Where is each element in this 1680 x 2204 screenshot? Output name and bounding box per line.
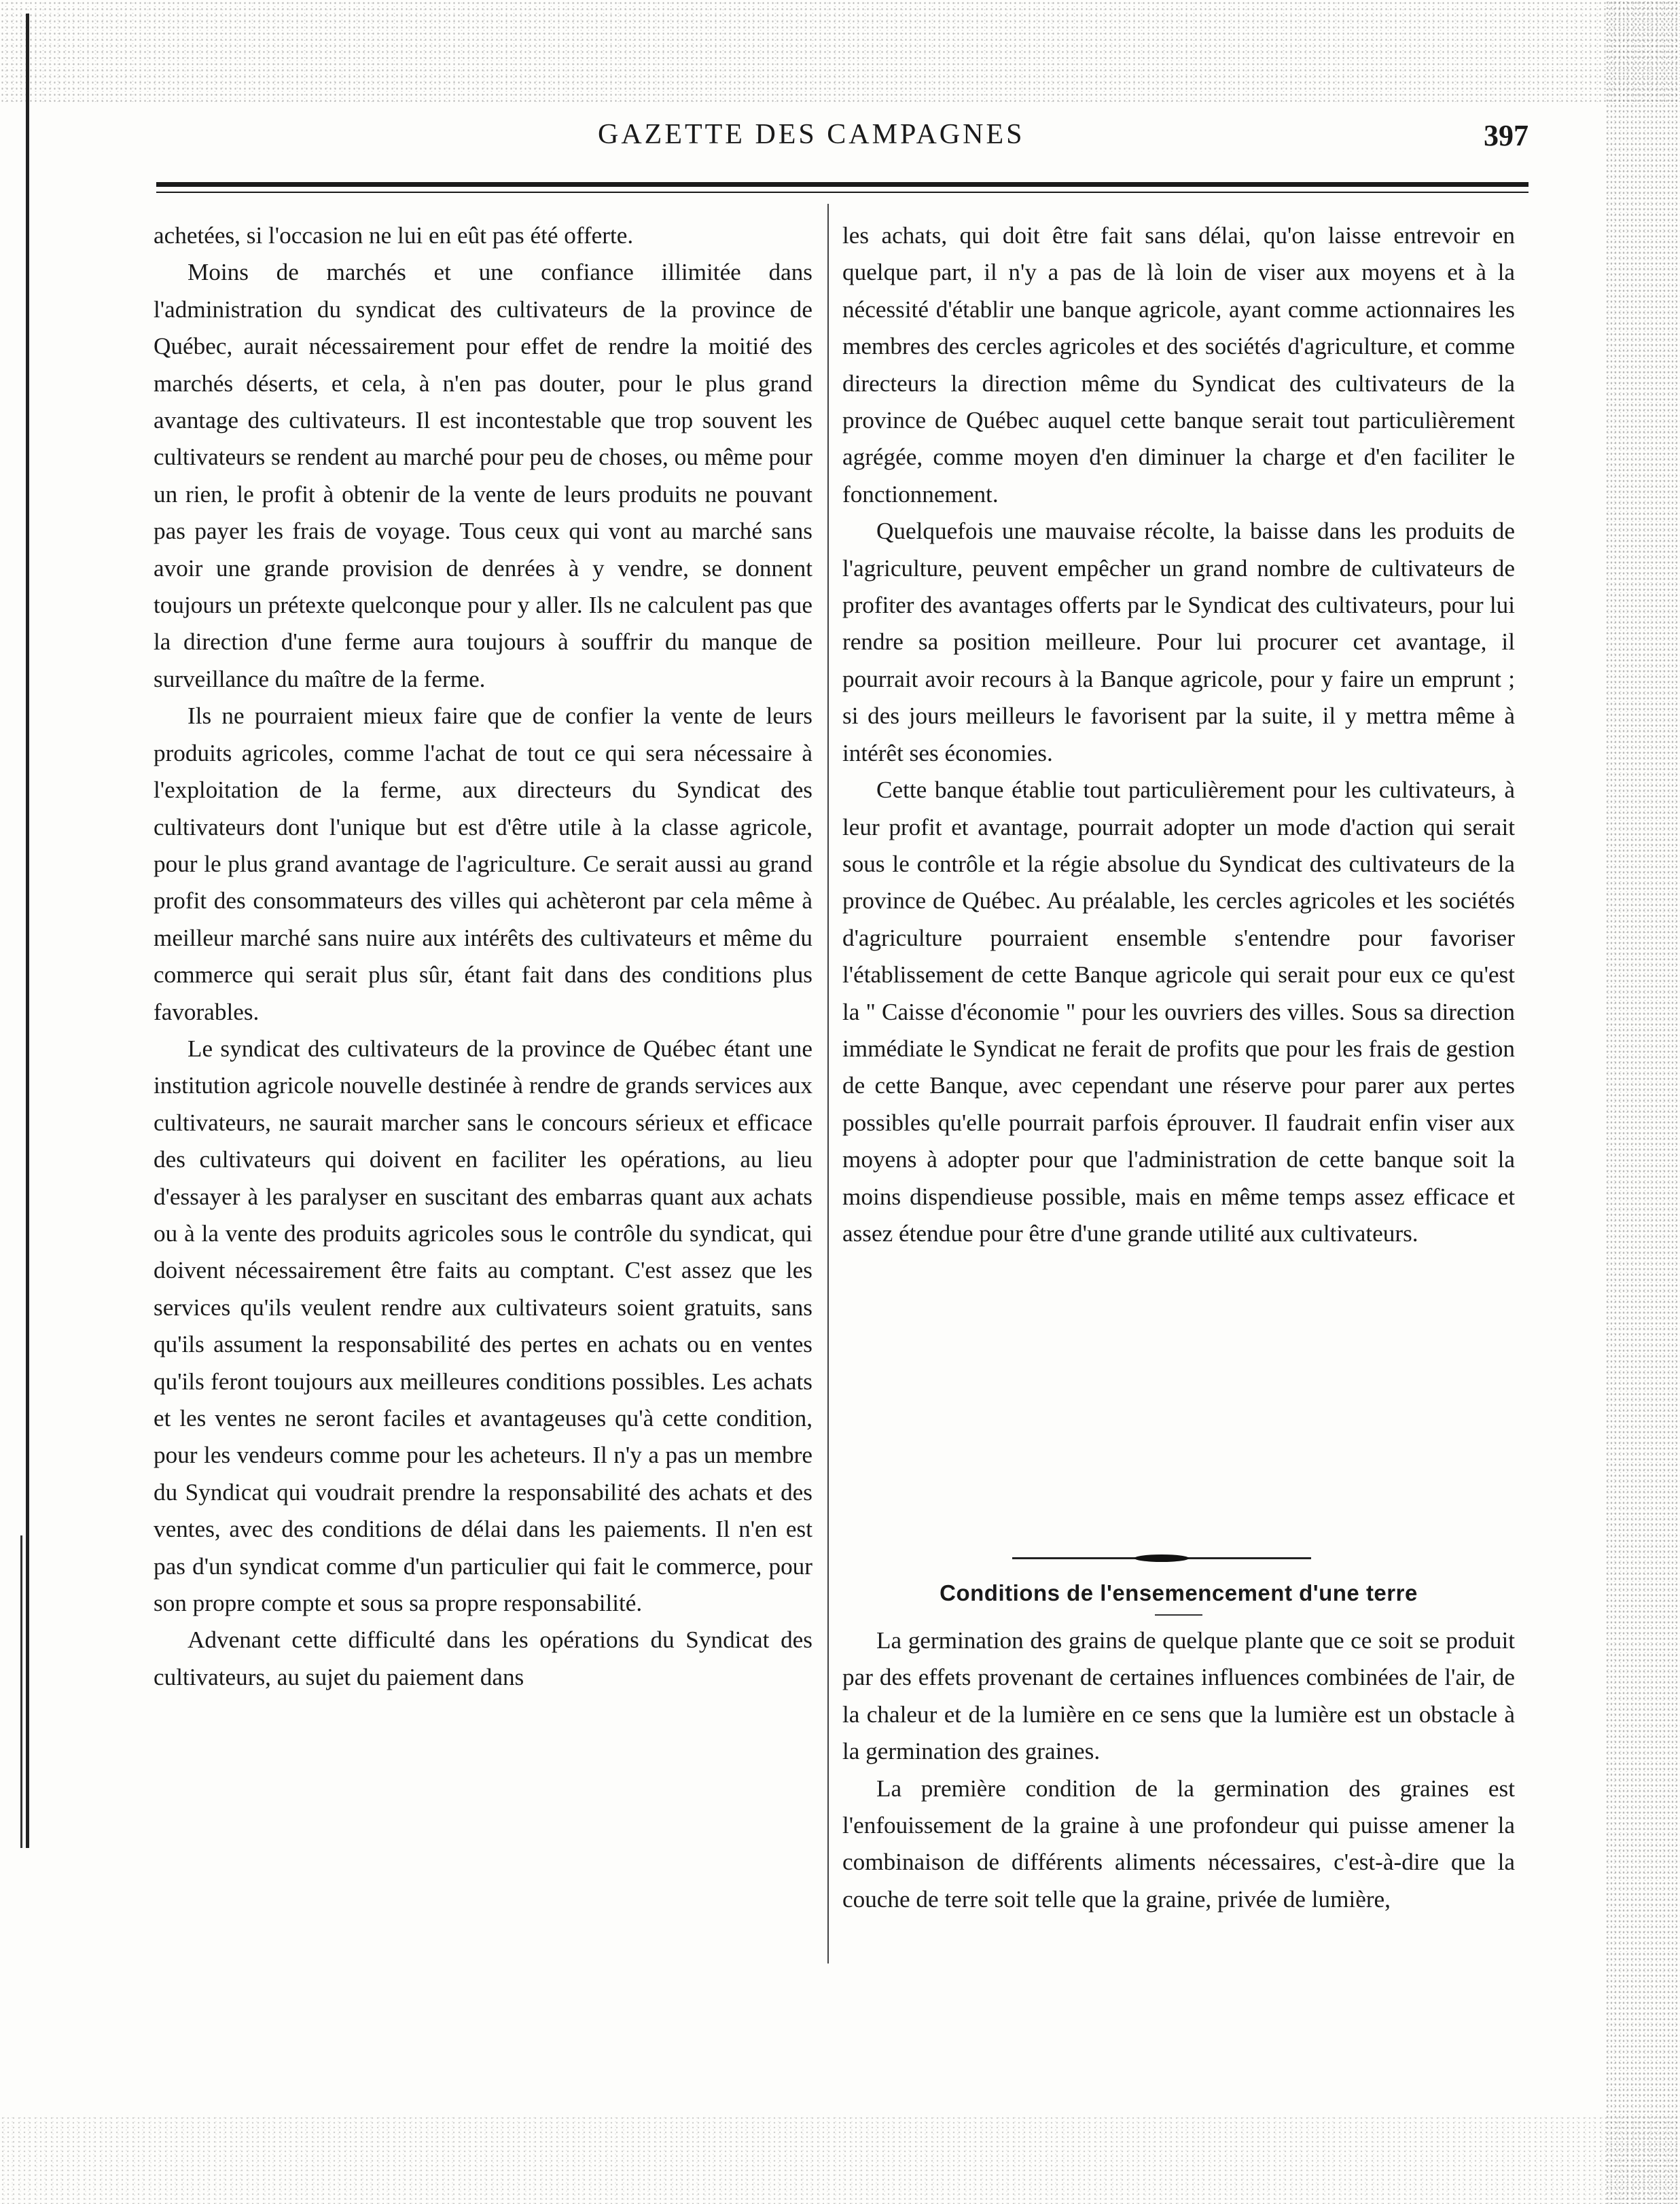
- scan-noise-right: [1605, 0, 1680, 2204]
- header-rule-thick: [156, 182, 1529, 187]
- paragraph: Le syndicat des cultivateurs de la province de Québec étant une institution agricole nouvelle destinée à rendre de grands services aux cultivateurs, ne saurait marcher sans le concours sérieux et efficace des cultivateurs qui doivent en faciliter les opérations, au lieu d'essayer à les paralyser en suscitant des embarras quant aux achats ou à la vente des produits agricoles sous le contrôle du syndicat, qui doivent nécessairement être faits au comptant. C'est assez que les services qu'ils veulent rendre aux cultivateurs soient gratuits, sans qu'ils assument la responsabilité des pertes en achats ou en ventes qu'ils feront toujours aux meilleures conditions possibles. Les achats et les ventes ne seront faciles et avantageuses qu'à cette condition, pour les vendeurs comme pour les acheteurs. Il n'y a pas un membre du Syndicat qui voudrait prendre la responsabilité des achats et des ventes, avec des conditions de délai dans les paiements. Il n'en est pas d'un syndicat comme d'un particulier qui fait le commerce, pour son propre compte et sous sa propre responsabilité.: [154, 1035, 812, 1617]
- paragraph: La germination des grains de quelque plante que ce soit se produit par des effets provenant de certaines influences combinées de l'air, de la chaleur et de la lumière en ce sens que la lumière est un obstacle à la germination des graines.: [842, 1627, 1515, 1765]
- section-heading: Conditions de l'ensemencement d'une terre: [940, 1580, 1418, 1605]
- paragraph: Moins de marchés et une confiance illimitée dans l'administration du syndicat des cultivateurs de la province de Québec, aurait nécessairement pour effet de rendre la moitié des marchés déserts, et cela, à n'en pas douter, pour le plus grand avantage des cultivateurs. Il est incontestable que trop souvent les cultivateurs se rendent au marché pour peu de choses, ou même pour un rien, le profit à obtenir de la vente de leurs produits ne pouvant pas payer les frais de voyage. Tous ceux qui vont au marché sans avoir une grande provision de denrées à y vendre, se donnent toujours un prétexte quelconque pour y aller. Ils ne calculent pas que la direction d'une ferme aura toujours à souffrir du manque de surveillance du maître de la ferme.: [154, 259, 812, 692]
- right-column-section: [842, 1622, 1515, 1918]
- left-column: [154, 217, 812, 1696]
- binding-edge-line-lower: [20, 1535, 22, 1848]
- scan-noise-top: [0, 0, 1680, 102]
- paragraph: La première condition de la germination des graines est l'enfouissement de la graine à une profondeur qui puisse amener la combinaison de différents aliments nécessaires, c'est-à-dire que la couche de terre soit telle que la graine, privée de lumière,: [842, 1775, 1515, 1913]
- ornament-center: [1134, 1554, 1189, 1562]
- section-ornament: [1012, 1553, 1311, 1564]
- paragraph: Quelquefois une mauvaise récolte, la baisse dans les produits de l'agriculture, peuvent empêcher un grand nombre de cultivateurs de profiter des avantages offerts par le Syndicat des cultivateurs, pour lui rendre sa position meilleure. Pour lui procurer cet avantage, il pourrait avoir recours à la Banque agricole, pour y faire un emprunt ; si des jours meilleurs le favorisent par la suite, il y mettra même à intérêt ses économies.: [842, 518, 1515, 766]
- paragraph: Cette banque établie tout particulièrement pour les cultivateurs, à leur profit et avantage, pourrait adopter un mode d'action qui serait sous le contrôle et la régie absolue du Syndicat des cultivateurs de la province de Québec. Au préalable, les cercles agricoles et les sociétés d'agriculture pourraient ensemble s'entendre pour favoriser l'établissement de cette Banque agricole qui serait pour eux ce qu'est la " Caisse d'économie " pour les ouvriers des villes. Sous sa direction immédiate le Syndicat ne ferait de profits que pour les frais de gestion de cette Banque, avec cependant une réserve pour parer aux pertes possibles qu'elle pourrait parfois éprouver. Il faudrait enfin viser aux moyens à adopter pour que l'administration de cette banque soit la moins dispendieuse possible, mais en même temps assez efficace et assez étendue pour être d'une grande utilité aux cultivateurs.: [842, 777, 1515, 1247]
- running-title: GAZETTE DES CAMPAGNES: [598, 119, 1025, 150]
- paragraph: achetées, si l'occasion ne lui en eût pas été offerte.: [154, 222, 634, 249]
- paragraph: Ils ne pourraient mieux faire que de confier la vente de leurs produits agricoles, comme l'achat de tout ce qui sera nécessaire à l'exploitation de la ferme, aux directeurs du Syndicat des cultivateurs dont l'unique but est d'être utile à la classe agricole, pour le plus grand avantage de l'agriculture. Ce serait aussi au grand profit des consommateurs des villes qui achèteront par cela même à meilleur marché sans nuire aux intérêts des cultivateurs et même du commerce qui serait plus sûr, étant fait dans des conditions plus favorables.: [154, 703, 812, 1025]
- section-heading-underline: [1155, 1614, 1202, 1616]
- header-rule-thin: [156, 192, 1529, 193]
- scan-noise-bottom: [0, 2116, 1680, 2204]
- paragraph: les achats, qui doit être fait sans délai, qu'on laisse entrevoir en quelque part, il n'y a pas de là loin de viser aux moyens et à la nécessité d'établir une banque agricole, ayant comme actionnaires les membres des cercles agricoles et des sociétés d'agriculture, et comme directeurs la direction même du Syndicat des cultivateurs de la province de Québec auquel cette banque serait tout particulièrement agrégée, comme moyen d'en diminuer la charge et d'en faciliter le fonctionnement.: [842, 222, 1515, 508]
- page-header: [156, 115, 1529, 156]
- binding-edge-line: [26, 14, 29, 1848]
- page-number: 397: [1484, 119, 1529, 152]
- column-divider: [827, 204, 829, 1963]
- paragraph: Advenant cette difficulté dans les opérations du Syndicat des cultivateurs, au sujet du paiement dans: [154, 1627, 812, 1690]
- right-column: [842, 217, 1515, 1252]
